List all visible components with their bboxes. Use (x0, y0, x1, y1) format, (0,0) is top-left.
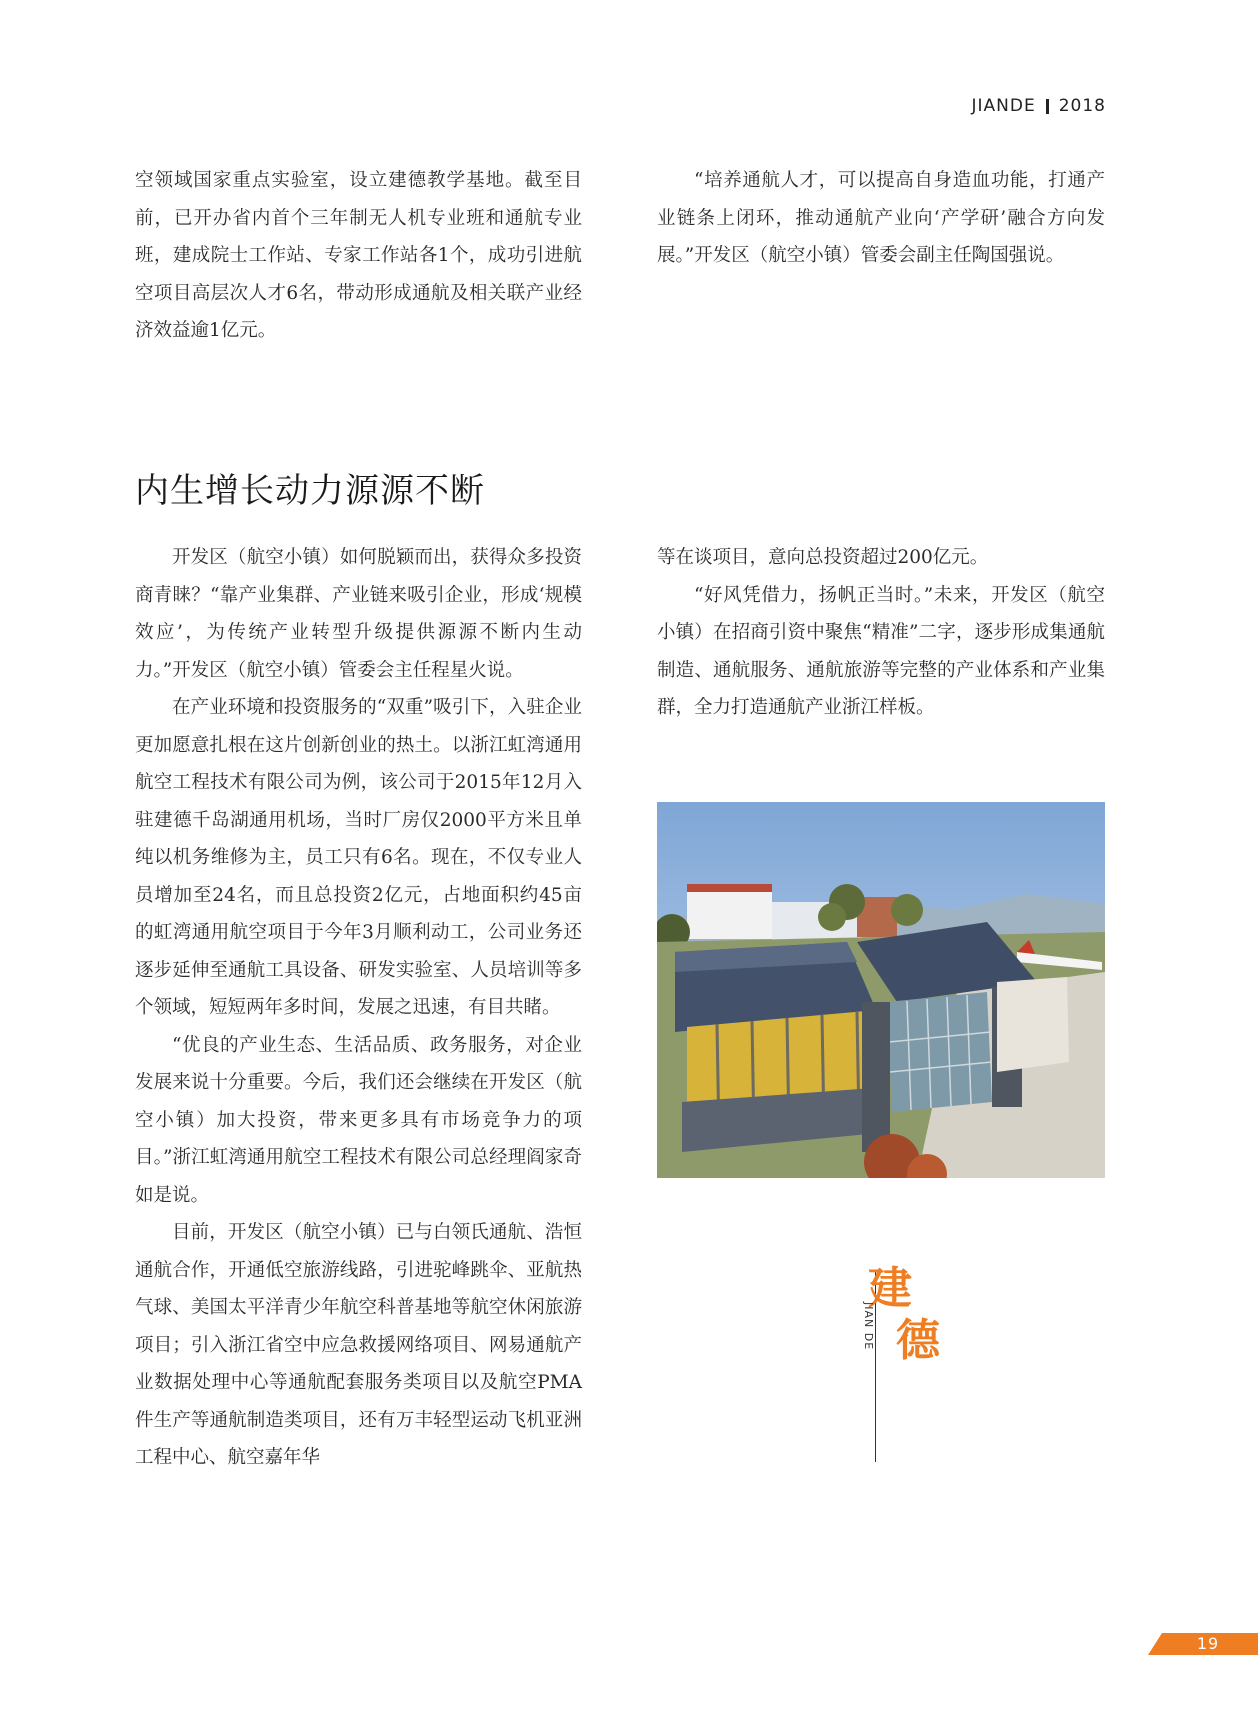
jiande-logo (860, 1252, 950, 1452)
header-year: 2018 (1058, 96, 1106, 116)
top-left-column (135, 162, 582, 350)
right-body-column (657, 539, 1105, 727)
top-right-paragraph: “培养通航人才，可以提高自身造血功能，打通产业链条上闭环，推动通航产业向‘产学研’融合方向发展。”开发区（航空小镇）管委会副主任陶国强说。 (657, 170, 1105, 266)
body-paragraph: “好风凭借力，扬帆正当时。”未来，开发区（航空小镇）在招商引资中聚焦“精准”二字，逐步形成集通航制造、通航服务、通航旅游等完整的产业体系和产业集群，全力打造通航产业浙江样板。 (657, 584, 1105, 718)
body-paragraph: 在产业环境和投资服务的“双重”吸引下，入驻企业更加愿意扎根在这片创新创业的热土。以浙江虹湾通用航空工程技术有限公司为例，该公司于2015年12月入驻建德千岛湖通用机场，当时厂房仅2000平方米且单纯以机务维修为主，员工只有6名。现在，不仅专业人员增加至24名，而且总投资2亿元，占地面积约45亩的虹湾通用航空项目于今年3月顺利动工，公司业务还逐步延伸至通航工具设备、研发实验室、人员培训等多个领域，短短两年多时间，发展之迅速，有目共睹。 (135, 697, 582, 1018)
body-paragraph: 目前，开发区（航空小镇）已与白领氏通航、浩恒通航合作，开通低空旅游线路，引进驼峰跳伞、亚航热气球、美国太平洋青少年航空科普基地等航空休闲旅游项目；引入浙江省空中应急救援网络项目、网易通航产业数据处理中心等通航配套服务类项目以及航空PMA件生产等通航制造类项目，还有万丰轻型运动飞机亚洲工程中心、航空嘉年华 (135, 1222, 582, 1468)
body-paragraph: 开发区（航空小镇）如何脱颖而出，获得众多投资商青睐？“靠产业集群、产业链来吸引企业，形成‘规模效应’，为传统产业转型升级提供源源不断内生动力。”开发区（航空小镇）管委会主任程星火说。 (135, 547, 582, 681)
running-header (972, 96, 1106, 116)
header-brand: JIANDE (971, 96, 1036, 116)
left-body-column (135, 539, 582, 1477)
top-right-column (657, 162, 1105, 275)
body-paragraph: “优良的产业生态、生活品质、政务服务，对企业发展来说十分重要。今后，我们还会继续在开发区（航空小镇）加大投资，带来更多具有市场竞争力的项目。”浙江虹湾通用航空工程技术有限公司总经理阎家奇如是说。 (135, 1034, 582, 1206)
logo-latin: JIAN DE (862, 1302, 875, 1351)
top-left-paragraph: 空领域国家重点实验室，设立建德教学基地。截至目前，已开办省内首个三年制无人机专业班和通航专业班，建成院士工作站、专家工作站各1个，成功引进航空项目高层次人才6名，带动形成通航及相关联产业经济效益逾1亿元。 (135, 170, 582, 341)
logo-char-jian: 建 (868, 1263, 912, 1314)
section-heading: 内生增长动力源源不断 (135, 471, 485, 511)
page-number: 19 (1196, 1634, 1220, 1653)
body-paragraph: 等在谈项目，意向总投资超过200亿元。 (657, 547, 989, 568)
logo-char-de: 德 (896, 1315, 940, 1366)
header-separator (1046, 99, 1049, 114)
aerial-building-photo (657, 802, 1105, 1178)
